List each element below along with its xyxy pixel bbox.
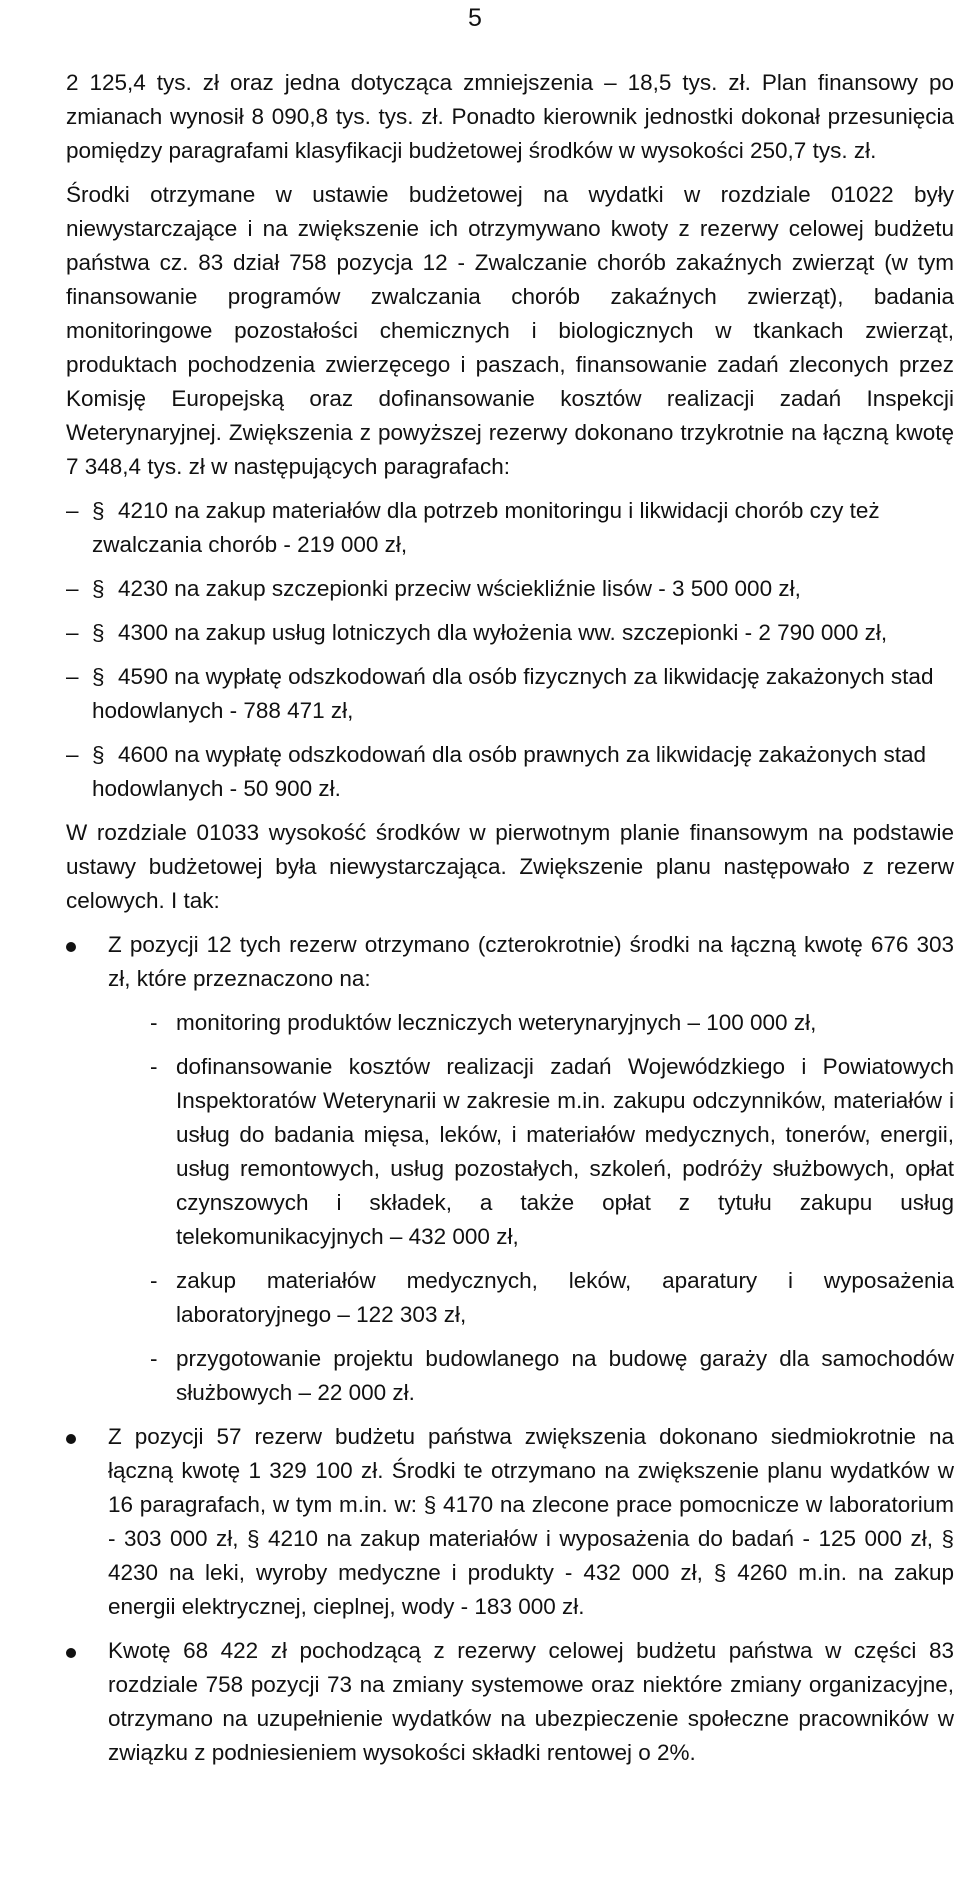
sub-list-item xyxy=(108,1050,954,1254)
list-item-text: 4590 na wypłatę odszkodowań dla osób fizycznych za likwidację zakażonych stad hodowlanych - 788 471 zł, xyxy=(92,664,934,723)
bullet-icon xyxy=(66,1648,76,1658)
sub-list-item xyxy=(108,1264,954,1332)
page-number: 5 xyxy=(468,4,482,32)
list-item-text: 4600 na wypłatę odszkodowań dla osób prawnych za likwidację zakażonych stad hodowlanych - 50 900 zł. xyxy=(92,742,926,801)
section-sign: § xyxy=(92,664,105,689)
bullet-list xyxy=(66,928,954,1770)
sub-list-item-text: dofinansowanie kosztów realizacji zadań Wojewódzkiego i Powiatowych Inspektoratów Weterynarii w zakresie m.in. zakupu odczynników, materiałów i usług do badania mięsa, leków, i materiałów medycznych, tonerów, energii, usług remontowych, usług pozostałych, szkoleń, podróży służbowych, opłat czynszowych i składek, a także opłat z tytułu zakupu usług telekomunikacyjnych – 432 000 zł, xyxy=(176,1054,954,1249)
dash-marker: - xyxy=(150,1346,158,1371)
sub-list-item xyxy=(108,1006,954,1040)
bullet-text: Z pozycji 12 tych rezerw otrzymano (czterokrotnie) środki na łączną kwotę 676 303 zł, które przeznaczono na: xyxy=(108,932,954,991)
dash-marker: - xyxy=(150,1054,158,1079)
bullet-item-position-57 xyxy=(66,1420,954,1624)
paragraph-chapter-01033: W rozdziale 01033 wysokość środków w pierwotnym planie finansowym na podstawie ustawy budżetowej była niewystarczająca. Zwiększenie planu następowało z rezerw celowych. I tak: xyxy=(66,820,954,913)
dash-marker: - xyxy=(150,1268,158,1293)
section-sign: § xyxy=(92,576,105,601)
list-item-text: 4210 na zakup materiałów dla potrzeb monitoringu i likwidacji chorób czy też zwalczania chorób - 219 000 zł, xyxy=(92,498,880,557)
section-sign: § xyxy=(92,742,105,767)
sub-list xyxy=(108,1006,954,1410)
dash-marker: – xyxy=(66,742,79,767)
dash-marker: – xyxy=(66,664,79,689)
sub-list-item-text: zakup materiałów medycznych, leków, aparatury i wyposażenia laboratoryjnego – 122 303 zł, xyxy=(176,1268,954,1327)
list-item-text: 4230 na zakup szczepionki przeciw wściekliźnie lisów - 3 500 000 zł, xyxy=(118,576,801,601)
list-item-text: 4300 na zakup usług lotniczych dla wyłożenia ww. szczepionki - 2 790 000 zł, xyxy=(118,620,888,645)
sub-list-item-text: przygotowanie projektu budowlanego na budowę garaży dla samochodów służbowych – 22 000 zł. xyxy=(176,1346,954,1405)
paragraph-list xyxy=(66,494,954,806)
bullet-item-position-73 xyxy=(66,1634,954,1770)
section-sign: § xyxy=(92,620,105,645)
list-item xyxy=(66,494,954,562)
list-item xyxy=(66,616,954,650)
list-item xyxy=(66,660,954,728)
sub-list-item-text: monitoring produktów leczniczych weterynaryjnych – 100 000 zł, xyxy=(176,1010,817,1035)
section-sign: § xyxy=(92,498,105,523)
document-body xyxy=(66,66,954,1770)
dash-marker: – xyxy=(66,620,79,645)
dash-marker: – xyxy=(66,576,79,601)
list-item xyxy=(66,738,954,806)
bullet-item-position-12 xyxy=(66,928,954,1410)
paragraph-reserve-01022: Środki otrzymane w ustawie budżetowej na wydatki w rozdziale 01022 były niewystarczające i na zwiększenie ich otrzymywano kwoty z rezerwy celowej budżetu państwa cz. 83 dział 758 pozycja 12 - Zwalczanie chorób zakaźnych zwierząt (w tym finansowanie programów zwalczania chorób zakaźnych zwierząt), badania monitoringowe pozostałości chemicznych i biologicznych w tkankach zwierząt, produktach pochodzenia zwierzęcego i paszach, finansowanie zadań zleconych przez Komisję Europejską oraz dofinansowanie kosztów realizacji zadań Inspekcji Weterynaryjnej. Zwiększenia z powyższej rezerwy dokonano trzykrotnie na łączną kwotę 7 348,4 tys. zł w następujących paragrafach: xyxy=(66,182,954,479)
bullet-icon xyxy=(66,1434,76,1444)
paragraph-plan-summary: 2 125,4 tys. zł oraz jedna dotycząca zmniejszenia – 18,5 tys. zł. Plan finansowy po zmianach wynosił 8 090,8 tys. tys. zł. Ponadto kierownik jednostki dokonał przesunięcia pomiędzy paragrafami klasyfikacji budżetowej środków w wysokości 250,7 tys. zł. xyxy=(66,70,954,163)
dash-marker: – xyxy=(66,498,79,523)
list-item xyxy=(66,572,954,606)
bullet-text: Z pozycji 57 rezerw budżetu państwa zwiększenia dokonano siedmiokrotnie na łączną kwotę 1 329 100 zł. Środki te otrzymano na zwiększenie planu wydatków w 16 paragrafach, w tym m.in. w: § 4170 na zlecone prace pomocnicze w laboratorium - 303 000 zł, § 4210 na zakup materiałów i wyposażenia do badań - 125 000 zł, § 4230 na leki, wyroby medyczne i produkty - 432 000 zł, § 4260 m.in. na zakup energii elektrycznej, cieplnej, wody - 183 000 zł. xyxy=(108,1424,954,1619)
dash-marker: - xyxy=(150,1010,158,1035)
bullet-icon xyxy=(66,942,76,952)
bullet-text: Kwotę 68 422 zł pochodzącą z rezerwy celowej budżetu państwa w części 83 rozdziale 758 pozycji 73 na zmiany systemowe oraz niektóre zmiany organizacyjne, otrzymano na uzupełnienie wydatków na ubezpieczenie społeczne pracowników w związku z podniesieniem wysokości składki rentowej o 2%. xyxy=(108,1638,954,1765)
sub-list-item xyxy=(108,1342,954,1410)
